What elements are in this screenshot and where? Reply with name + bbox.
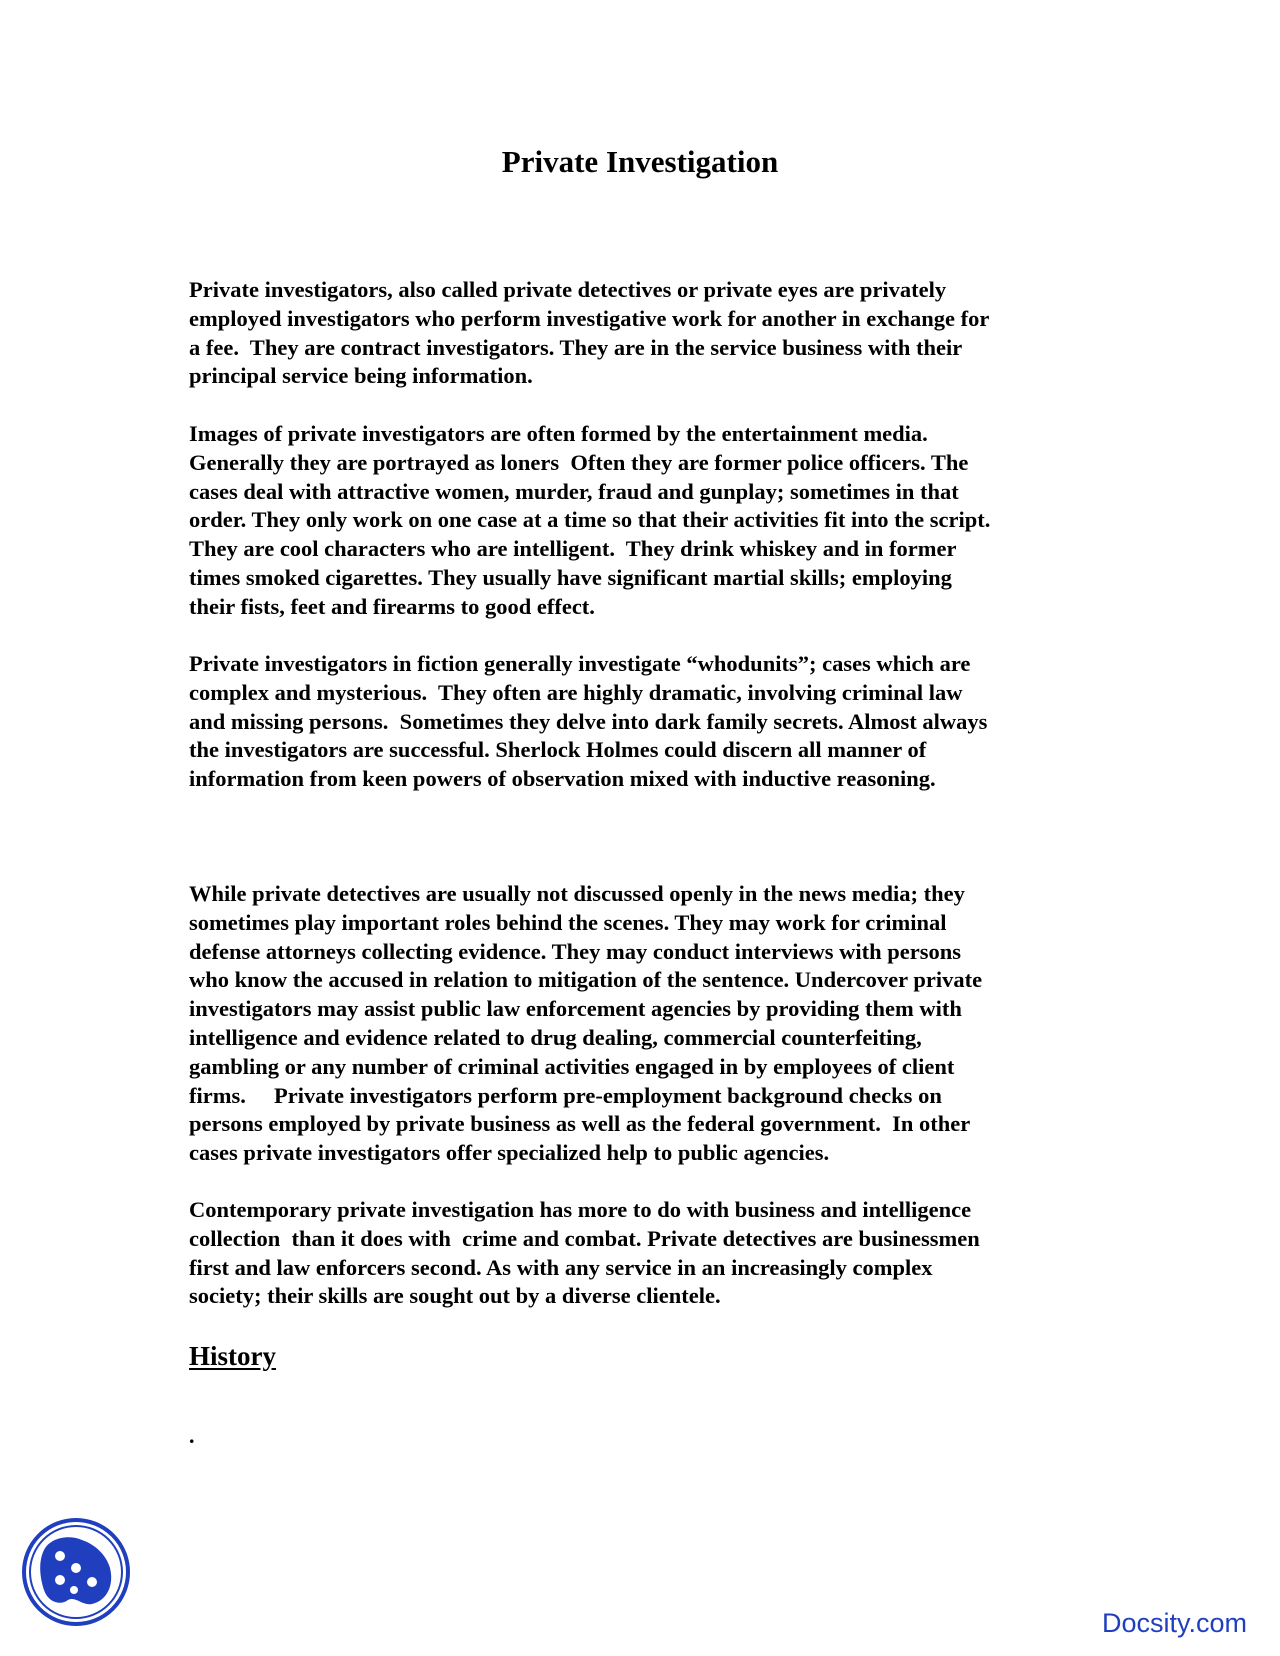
- text-line: While private detectives are usually not discussed openly in the news media; they: [189, 881, 965, 906]
- text-line: They are cool characters who are intelligent. They drink whiskey and in former: [189, 536, 957, 562]
- text-line: investigators may assist public law enforcement agencies by providing them with: [189, 996, 962, 1022]
- text-line: gambling or any number of criminal activities engaged in by employees of client: [189, 1053, 955, 1079]
- text-line: intelligence and evidence related to drug dealing, commercial counterfeiting,: [189, 1024, 922, 1050]
- text-line: information from keen powers of observation mixed with inductive reasoning.: [189, 766, 936, 792]
- body-paragraph: [189, 420, 1109, 622]
- text-line: cases deal with attractive women, murder, fraud and gunplay; sometimes in that: [189, 478, 959, 504]
- text-line: sometimes play important roles behind the scenes. They may work for criminal: [189, 909, 947, 935]
- text-line: Images of private investigators are often formed by the entertainment media.: [189, 421, 928, 446]
- body-paragraph: [189, 880, 1109, 1168]
- text-line: Contemporary private investigation has more to do with business and intelligence: [189, 1197, 972, 1222]
- text-line: Private investigators in fiction generally investigate “whodunits”; cases which are: [189, 651, 971, 676]
- docsity-logo-icon[interactable]: [20, 1516, 132, 1628]
- body-paragraph: [189, 650, 1109, 794]
- text-line: times smoked cigarettes. They usually have significant martial skills; employing: [189, 564, 952, 590]
- text-line: society; their skills are sought out by a diverse clientele.: [189, 1283, 721, 1309]
- text-line: collection than it does with crime and combat. Private detectives are businessmen: [189, 1225, 980, 1251]
- text-line: firms. Private investigators perform pre-employment background checks on: [189, 1082, 942, 1108]
- page-title: Private Investigation: [501, 144, 779, 179]
- text-line: who know the accused in relation to mitigation of the sentence. Undercover private: [189, 967, 983, 993]
- text-line: cases private investigators offer specialized help to public agencies.: [189, 1140, 830, 1166]
- text-line: employed investigators who perform investigative work for another in exchange for: [189, 305, 990, 331]
- text-line: defense attorneys collecting evidence. They may conduct interviews with persons: [189, 938, 961, 964]
- text-line: first and law enforcers second. As with any service in an increasingly complex: [189, 1254, 933, 1280]
- text-line: Private investigators, also called private detectives or private eyes are privately: [189, 277, 947, 302]
- text-line: persons employed by private business as well as the federal government. In other: [189, 1111, 971, 1137]
- body-paragraph: [189, 1196, 1109, 1311]
- text-line: order. They only work on one case at a time so that their activities fit into the script.: [189, 507, 991, 533]
- text-line: a fee. They are contract investigators. They are in the service business with their: [189, 334, 963, 360]
- section-heading-history: History: [189, 1341, 276, 1371]
- text-line: complex and mysterious. They often are highly dramatic, involving criminal law: [189, 679, 963, 705]
- stray-mark: .: [189, 1423, 195, 1448]
- text-line: and missing persons. Sometimes they delve into dark family secrets. Almost always: [189, 708, 988, 734]
- text-line: the investigators are successful. Sherlock Holmes could discern all manner of: [189, 737, 927, 763]
- body-paragraph: [189, 276, 1109, 391]
- brand-wordmark[interactable]: Docsity.com: [1102, 1608, 1248, 1638]
- text-line: Generally they are portrayed as loners Often they are former police officers. The: [189, 449, 969, 475]
- text-line: their fists, feet and firearms to good effect.: [189, 593, 595, 619]
- text-line: principal service being information.: [189, 363, 533, 389]
